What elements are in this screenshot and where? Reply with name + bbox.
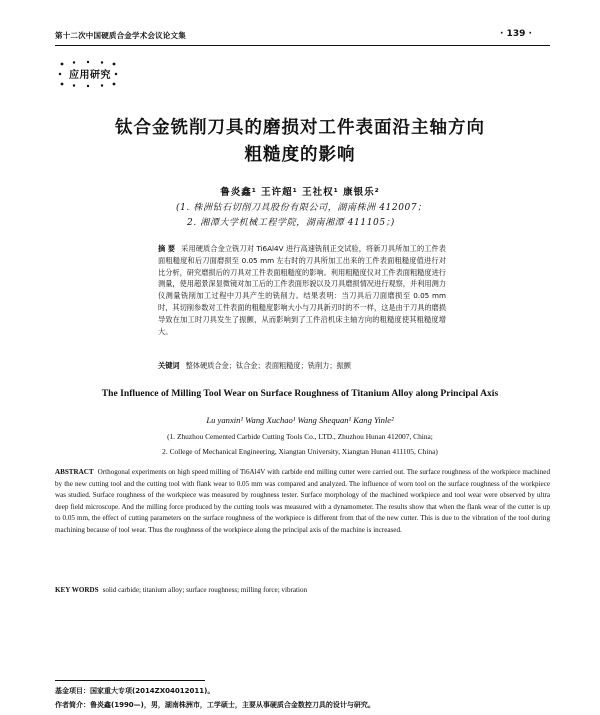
- footnote-funding: 基金项目：国家重大专项(2014ZX04012011)。: [55, 687, 215, 695]
- abstract-zh: [158, 243, 446, 337]
- affiliation-en-2: 2. College of Mechanical Engineering, Xiangtan University, Xiangtan Hunan 411105, China): [162, 447, 438, 456]
- abstract-en-label: ABSTRACT: [55, 468, 94, 476]
- keywords-en-label: KEY WORDS: [55, 586, 99, 594]
- footnote-divider: [55, 680, 205, 681]
- keywords-zh-text: 整体硬质合金；钛合金；表面粗糙度；铣削力；振颤: [185, 361, 351, 370]
- page-number: · 139 ·: [500, 29, 532, 39]
- keywords-zh: [158, 361, 446, 371]
- abstract-en: [55, 467, 550, 537]
- abstract-zh-label: 摘 要: [158, 244, 176, 253]
- abstract-zh-text: 采用硬质合金立铣刀对 Ti6Al4V 进行高速铣削正交试验，将新刀具所加工的工件表面粗糙度和后刀面磨损至 0.05 mm 左右时的刀具所加工出来的工件表面粗糙度值进行对比分析，研究磨损后的刀具对工件表面粗糙度的影响。利用粗糙度仪对工件表面粗糙度进行测量，使用超景深显微镜对加工后的工件表面形貌以及刀具磨损情况进行观察，并利用测力仪测量铣削加工过程中刀具产生的铣削力。结果表明：当刀具后刀面磨损至 0.05 mm 时，其切削参数对工件表面的粗糙度影响大小与刀具新刃时的不一样，这是由于刀具的磨损导致在加工时刀具发生了振颤，从而影响到了工件沿机床主轴方向的粗糙度使其粗糙度增大。: [158, 244, 446, 336]
- affiliation-zh-1: (1. 株洲钻石切削刀具股份有限公司，湖南株洲 412007；: [176, 203, 427, 213]
- keywords-zh-label: 关键词: [158, 361, 180, 370]
- title-zh-line1: 钛合金铣削刀具的磨损对工件表面沿主轴方向: [115, 118, 485, 138]
- abstract-en-text: Orthogonal experiments on high speed milling of Ti6Al4V with carbide end milling cutter were carried out. The surface roughness of the workpiece machined by the new cutting tool and the cutting tool with flank wear to 0.05 mm was compared and analyzed. The influence of worn tool on the surface roughness of the workpiece was studied. Surface roughness of the workpiece was measured by roughness tester. Surface morphology of the machined workpiece and tool wear were observed by ultra deep field microscope. And the milling force produced by the cutting tools was measured with a dynamometer. The results show that when the flank wear of the cutter is up to 0.05 mm, the effect of cutting parameters on the surface roughness of the workpiece is different from that of the new cutter. This is due to the vibration of the tool during machining because of tool wear. Thus the roughness of the workpiece along the principal axis of the machine is increased.: [55, 468, 550, 534]
- keywords-en: [55, 586, 550, 594]
- authors-zh: 鲁炎鑫¹ 王许超¹ 王社权¹ 康银乐²: [220, 187, 380, 198]
- affiliation-en-1: (1. Zhuzhou Cemented Carbide Cutting Tools Co., LTD., Zhuzhou Hunan 412007, China;: [167, 432, 433, 441]
- authors-en: Lu yanxin¹ Wang Xuchao¹ Wang Shequan¹ Kang Yinle²: [206, 415, 394, 425]
- title-en: The Influence of Milling Tool Wear on Surface Roughness of Titanium Alloy along Principal Axis: [101, 388, 499, 399]
- title-zh-line2: 粗糙度的影响: [244, 145, 356, 165]
- footnote-author-bio: 作者简介：鲁炎鑫(1990—)，男，湖南株洲市，工学硕士，主要从事硬质合金数控刀具的设计与研究。: [55, 701, 375, 709]
- affiliation-zh-2: 2. 湘潭大学机械工程学院，湖南湘潭 411105；): [187, 218, 395, 228]
- journal-title: 第十二次中国硬质合金学术会议论文集: [55, 31, 186, 40]
- keywords-en-text: solid carbide; titanium alloy; surface roughness; milling force; vibration: [102, 586, 308, 594]
- header-divider: [55, 45, 550, 46]
- section-badge: 应用研究: [69, 70, 111, 81]
